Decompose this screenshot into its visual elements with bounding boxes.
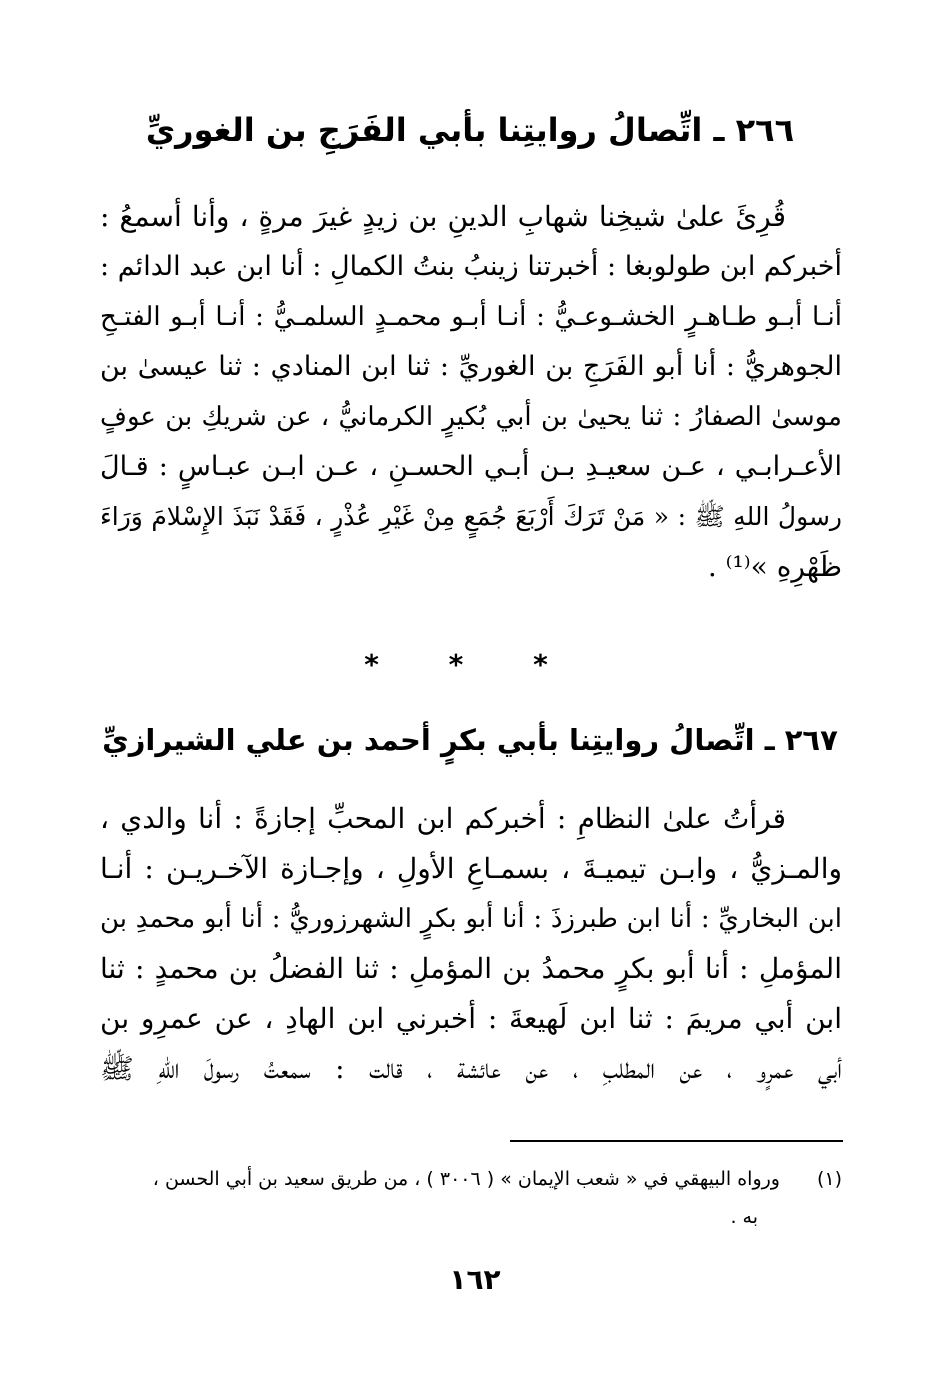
text-line: ظَهْرِهِ »⁽¹⁾ . [707, 550, 842, 583]
text-line: أبي عمرٍو ، عن المطلبِ ، عن عائشة ، قالت : سمعتُ رسولَ اللهِ ﷺ [100, 1052, 842, 1085]
text-line: الأعـرابـي ، عـن سعيـدِ بـن أبـي الحسـنِ ، عـن ابـن عبـاسٍ : قـالَ [100, 451, 842, 482]
section-266-heading: ٢٦٦ ـ اتِّصالُ روايتِنا بأبي الفَرَجِ بن الغوريِّ [145, 111, 795, 149]
section-267-heading: ٢٦٧ ـ اتِّصالُ روايتِنا بأبي بكرٍ أحمد بن علي الشيرازيِّ [102, 723, 838, 757]
footnote-divider [510, 1140, 843, 1142]
section-266-text [100, 192, 842, 592]
text-line: أنـا أبـو طـاهـرٍ الخشـوعـيُّ : أنـا أبـو محمـدٍ السلمـيُّ : أنـا أبـو الفتـحِ [100, 302, 842, 332]
page-number: ١٦٢ [449, 1263, 501, 1296]
footnote [100, 1160, 842, 1236]
text-line: ابن أبي مريمَ : ثنا ابن لَهيعةَ : أخبرني ابن الهادِ ، عن عمرِو بن [100, 1002, 842, 1035]
footnote-text: ورواه البيهقي في « شعب الإيمان » ( ٣٠٠٦ ) ، من طريق سعيد بن أبي الحسن ، [152, 1168, 780, 1190]
footnote-first-line [100, 1160, 842, 1198]
footnote-continuation: به . [730, 1206, 758, 1228]
section-267-text [100, 794, 842, 1094]
footnote-number: (١) [816, 1168, 842, 1190]
text-line: قُرِئَ علىٰ شيخِنا شهابِ الدينِ بن زيدٍ غيرَ مرةٍ ، وأنا أسمعُ : [100, 200, 786, 233]
text-line: ابن البخاريِّ : أنا ابن طبرزذَ : أنا أبو بكرٍ الشهرزوريُّ : أنا أبو محمدِ بن [100, 904, 842, 934]
text-line: قرأتُ علىٰ النظامِ : أخبركم ابن المحبِّ إجازةً : أنا والدي ، [100, 802, 786, 835]
text-line: رسولُ اللهِ ﷺ : « مَنْ تَرَكَ أَرْبَعَ جُمَعٍ مِنْ غَيْرِ عُذْرٍ ، فَقَدْ نَبَذَ الإِسْلامَ وَرَاءَ [100, 502, 842, 531]
text-line: الجوهريُّ : أنا أبو الفَرَجِ بن الغوريِّ : ثنا ابن المنادي : ثنا عيسىٰ بن [100, 351, 842, 382]
section-separator: * * * [364, 648, 578, 681]
text-line: أخبركم ابن طولوبغا : أخبرتنا زينبُ بنتُ الكمالِ : أنا ابن عبد الدائم : [100, 251, 842, 282]
footnote-second-line [100, 1198, 842, 1236]
text-line: موسىٰ الصفارُ : ثنا يحيىٰ بن أبي بُكيرٍ الكرمانيُّ ، عن شريكِ بن عوفٍ [100, 402, 842, 432]
text-line: المؤملِ : أنا أبو بكرٍ محمدُ بن المؤملِ : ثنا الفضلُ بن محمدٍ : ثنا [100, 952, 842, 985]
text-line: والمـزيُّ ، وابـن تيميـةَ ، بسمـاعِ الأولِ ، وإجـازة الآخـريـن : أنـا [100, 852, 842, 885]
